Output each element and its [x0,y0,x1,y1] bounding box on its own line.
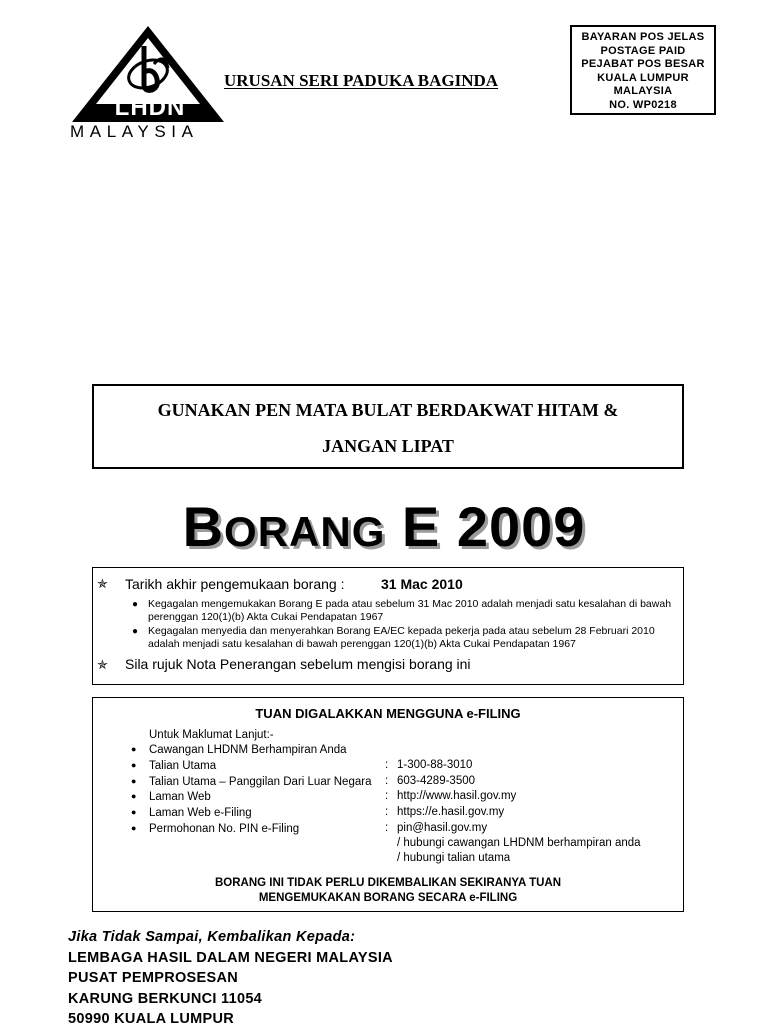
title-year: 2009 [456,495,586,558]
urusan-heading: URUSAN SERI PADUKA BAGINDA [224,71,499,90]
bullet-icon: ● [131,776,137,786]
bullet-icon: ● [131,807,137,817]
efiling-item-label: Talian Utama [149,760,217,772]
warning-item [132,598,678,624]
deadline-box [92,567,684,685]
separator-colon: : [385,822,389,834]
address-line: KARUNG BERKUNCI 11054 [68,990,263,1007]
efiling-item-value[interactable]: pin@hasil.gov.my [397,822,488,834]
efiling-note: BORANG INI TIDAK PERLU DIKEMBALIKAN SEKIRANYA TUAN [214,877,562,889]
address-line: LEMBAGA HASIL DALAM NEGERI MALAYSIA [68,949,393,966]
separator-colon: : [385,775,389,787]
efiling-note: MENGEMUKAKAN BORANG SECARA e-FILING [258,892,518,904]
efiling-title: TUAN DIGALAKKAN MENGGUNA e-FILING [255,706,521,721]
efiling-item-label: Cawangan LHDNM Berhampiran Anda [149,744,347,756]
bullet-icon: ● [131,823,137,833]
deadline-date: 31 Mac 2010 [381,576,463,592]
star-icon: ✯ [97,657,108,672]
efiling-item-label: Talian Utama – Panggilan Dari Luar Negara [149,776,372,788]
separator-colon: : [385,806,389,818]
instruction-line: GUNAKAN PEN MATA BULAT BERDAKWAT HITAM & [157,400,619,420]
title-e: E [385,495,457,558]
efiling-item-label: Laman Web e-Filing [149,807,252,819]
efiling-item-value[interactable]: http://www.hasil.gov.my [397,790,517,802]
instruction-line: JANGAN LIPAT [322,436,454,456]
postage-paid-box [570,25,716,115]
warning-text: perenggan 120(1)(b) Akta Cukai Pendapatan 1967 [148,611,384,623]
logo-subtitle: MALAYSIA [70,122,199,141]
efiling-intro: Untuk Maklumat Lanjut:- [149,729,274,741]
efiling-item-value: 1-300-88-3010 [397,759,473,771]
star-icon: ✯ [97,576,108,591]
postage-line: POSTAGE PAID [600,44,686,57]
bullet-icon: ● [132,599,139,610]
return-heading: Jika Tidak Sampai, Kembalikan Kepada: [68,929,356,945]
bullet-icon: ● [132,626,139,637]
efiling-item-value: 603-4289-3500 [397,775,476,787]
warning-text: adalah menjadi satu kesalahan di bawah perenggan 120(1)(b) Akta Cukai Pendapatan 1967 [148,638,576,650]
bullet-icon: ● [131,744,137,754]
deadline-label: Tarikh akhir pengemukaan borang : [125,576,345,592]
efiling-item-label: Laman Web [149,791,211,803]
return-address [68,927,393,1030]
efiling-extra: / hubungi cawangan LHDNM berhampiran anda [397,837,641,849]
pen-instruction-box [92,384,684,469]
title-rest: ORANG [224,508,386,555]
bullet-icon: ● [131,760,137,770]
separator-colon: : [385,759,389,771]
address-line: PUSAT PEMPROSESAN [68,970,238,986]
efiling-extra: / hubungi talian utama [397,852,511,864]
logo-text: LHDN [114,94,186,121]
address-line: 50990 KUALA LUMPUR [68,1011,235,1027]
efiling-item-value[interactable]: https://e.hasil.gov.my [397,806,505,818]
separator-colon: : [385,790,389,802]
efiling-box [92,697,684,912]
postage-line: BAYARAN POS JELAS [581,31,705,43]
title-initial: B [182,495,225,558]
postage-line: PEJABAT POS BESAR [581,58,705,70]
warning-text: Kegagalan mengemukakan Borang E pada atau sebelum 31 Mac 2010 adalah menjadi satu kesalahan di bawah [148,598,672,610]
warning-item [132,625,678,651]
postage-line: NO. WP0218 [609,98,677,111]
form-title [0,494,768,559]
warning-text: Kegagalan menyedia dan menyerahkan Borang EA/EC kepada pekerja pada atau sebelum 28 Februari 2010 [148,625,655,637]
note-text: Sila rujuk Nota Penerangan sebelum mengisi borang ini [125,656,471,672]
postage-line: KUALA LUMPUR [597,71,689,84]
bullet-icon: ● [131,791,137,801]
postage-line: MALAYSIA [613,85,673,97]
efiling-item-label: Permohonan No. PIN e-Filing [149,823,300,835]
